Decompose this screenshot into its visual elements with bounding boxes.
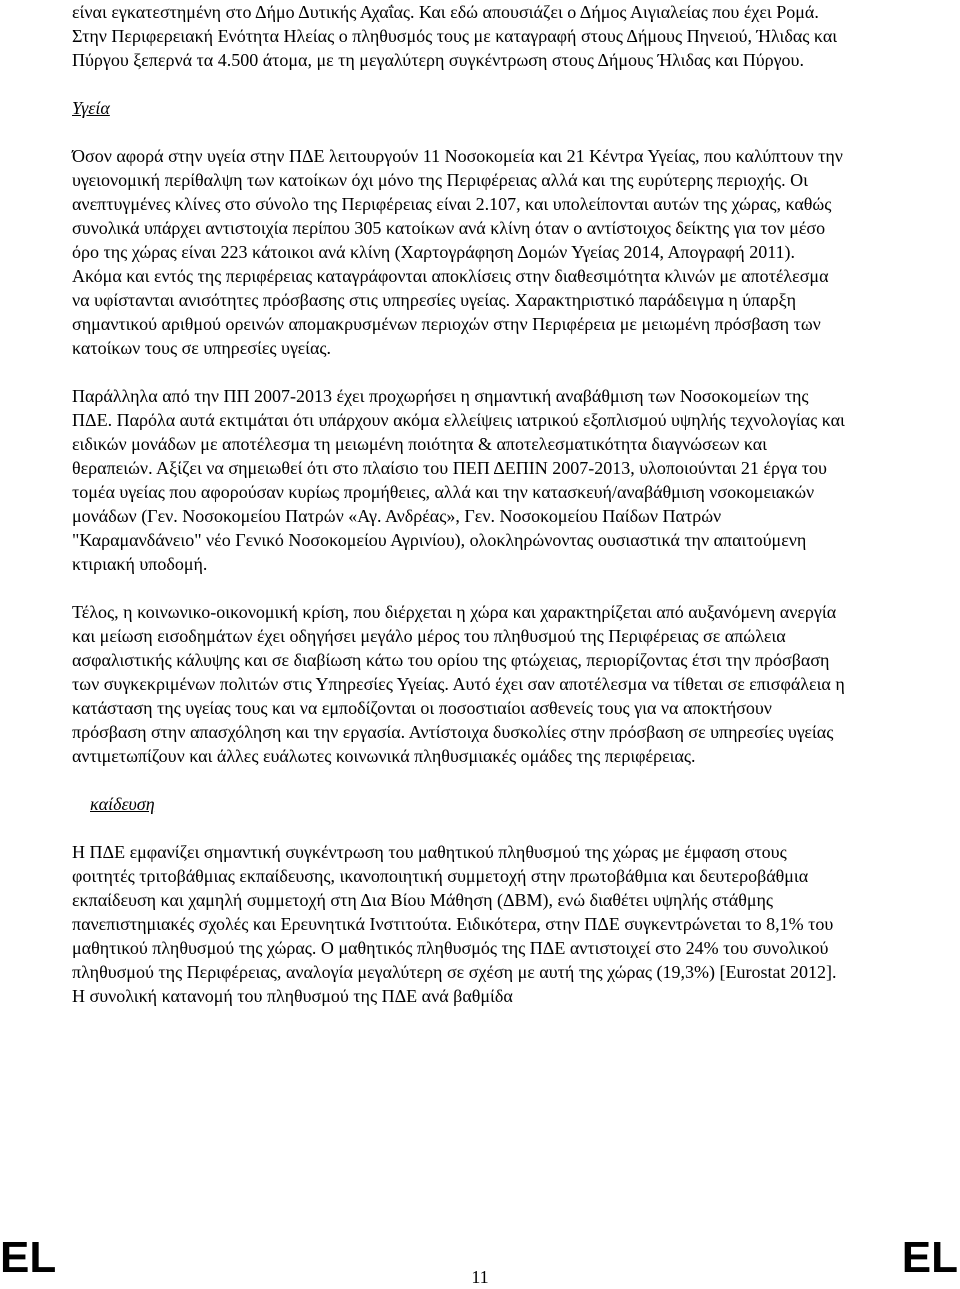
footer-language-tag-left: EL — [0, 1233, 57, 1282]
education-paragraph: Η ΠΔΕ εμφανίζει σημαντική συγκέντρωση του μαθητικού πληθυσμού της χώρας με έμφαση στους φοιτητές τριτοβάθμιας εκπαίδευσης, ικανοποιητική συμμετοχή στην πρωτοβάθμια και δευτεροβάθμια εκπαίδευση και χαμηλή συμμετοχή στη Δια Βίου Μάθηση (ΔΒΜ), ενώ διαθέτει υψηλής στάθμης πανεπιστημιακές σχολές και Ερευνητικά Ινστιτούτα. Ειδικότερα, στην ΠΔΕ συγκεντρώνεται το 8,1% του μαθητικού πληθυσμού της χώρας. Ο μαθητικός πληθυσμός της ΠΔΕ αντιστοιχεί στο 24% του συνολικού πληθυσμού της Περιφέρειας, αναλογία μεγαλύτερη σε σχέση με αυτή της χώρας (19,3%) [Eurostat 2012]. Η συνολική κατανομή του πληθυσμού της ΠΔΕ ανά βαθμίδα — [72, 842, 837, 1006]
health-paragraph-2: Παράλληλα από την ΠΠ 2007-2013 έχει προχωρήσει η σημαντική αναβάθμιση των Νοσοκομείων της ΠΔΕ. Παρόλα αυτά εκτιμάται ότι υπάρχουν ακόμα ελλείψεις ιατρικού εξοπλισμού υψηλής τεχνολογίας και ειδικών μονάδων με αποτέλεσμα τη μειωμένη ποιότητα & αποτελεσματικότητα διαγνώσεων και θεραπειών. Αξίζει να σημειωθεί ότι στο πλαίσιο του ΠΕΠ ΔΕΠΙΝ 2007-2013, υλοποιούνται 21 έργα του τομέα υγείας που αφορούσαν κυρίως προμήθειες, αλλά και την κατασκευή/αναβάθμιση νσοκομειακών μονάδων (Γεν. Νοσοκομείου Πατρών «Αγ. Ανδρέας», Γεν. Νοσοκομείου Παίδων Πατρών "Καραμανδάνειο" νέο Γενικό Νοσοκομείου Αγρινίου), ολοκληρώνοντας ουσιαστικά την απαιτούμενη κτιριακή υποδομή. — [72, 386, 845, 574]
page-number: 11 — [471, 1267, 489, 1287]
intro-paragraph: είναι εγκατεστημένη στο Δήμο Δυτικής Αχαΐας. Και εδώ απουσιάζει ο Δήμος Αιγιαλείας που έχει Ρομά. Στην Περιφερειακή Ενότητα Ηλείας ο πληθυσμός τους με καταγραφή στους Δήμους Πηνειού, Ήλιδας και Πύργου ξεπερνά τα 4.500 άτομα, με τη μεγαλύτερη συγκέντρωση στους Δήμους Ήλιδας και Πύργου. — [72, 2, 838, 70]
spacer — [72, 360, 847, 384]
document-body — [72, 0, 847, 1008]
footer-language-tag-right: EL — [901, 1233, 958, 1282]
spacer — [72, 72, 847, 96]
spacer — [72, 816, 847, 840]
education-heading: καίδευση — [90, 794, 155, 814]
spacer — [72, 768, 847, 792]
health-heading: Υγεία — [72, 98, 110, 118]
spacer — [72, 120, 847, 144]
health-paragraph-1: Όσον αφορά στην υγεία στην ΠΔΕ λειτουργούν 11 Νοσοκομεία και 21 Κέντρα Υγείας, που καλύπτουν την υγειονομική περίθαλψη των κατοίκων όχι μόνο της Περιφέρειας αλλά και της ευρύτερης περιοχής. Οι ανεπτυγμένες κλίνες στο σύνολο της Περιφέρειας είναι 2.107, και υπολείπονται αυτών της χώρας, καθώς συνολικά υπάρχει αντιστοιχία περίπου 305 κατοίκων ανά κλίνη όταν ο αντίστοιχος δείκτης για τον μέσο όρο της χώρας είναι 223 κάτοικοι ανά κλίνη (Χαρτογράφηση Δομών Υγείας 2014, Απογραφή 2011). Ακόμα και εντός της περιφέρειας καταγράφονται αποκλίσεις στην διαθεσιμότητα κλινών με αποτέλεσμα να υφίστανται ανισότητες πρόσβασης στις υπηρεσίες υγείας. Χαρακτηριστικό παράδειγμα η ύπαρξη σημαντικού αριθμού ορεινών απομακρυσμένων περιοχών στην Περιφέρεια με μειωμένη πρόσβαση των κατοίκων τους σε υπηρεσίες υγείας. — [72, 146, 843, 358]
health-paragraph-3: Τέλος, η κοινωνικο-οικονομική κρίση, που διέρχεται η χώρα και χαρακτηρίζεται από αυξανόμενη ανεργία και μείωση εισοδημάτων έχει οδηγήσει μεγάλο μέρος του πληθυσμού της Περιφέρειας σε απώλεια ασφαλιστικής κάλυψης και σε διαβίωση κάτω του ορίου της φτώχειας, περιορίζοντας έτσι την πρόσβαση των συγκεκριμένων πολιτών στις Υπηρεσίες Υγείας. Αυτό έχει σαν αποτέλεσμα να τίθεται σε επισφάλεια η κατάσταση της υγείας τους και να εμποδίζονται οι ποσοστιαίοι ασθενείς τους για να αποκτήσουν πρόσβαση στην απασχόληση και την εργασία. Αντίστοιχα δυσκολίες στην πρόσβαση σε υπηρεσίες υγείας αντιμετωπίζουν και άλλες ευάλωτες κοινωνικά πληθυσμιακές ομάδες της περιφέρειας. — [72, 602, 845, 766]
spacer — [72, 576, 847, 600]
